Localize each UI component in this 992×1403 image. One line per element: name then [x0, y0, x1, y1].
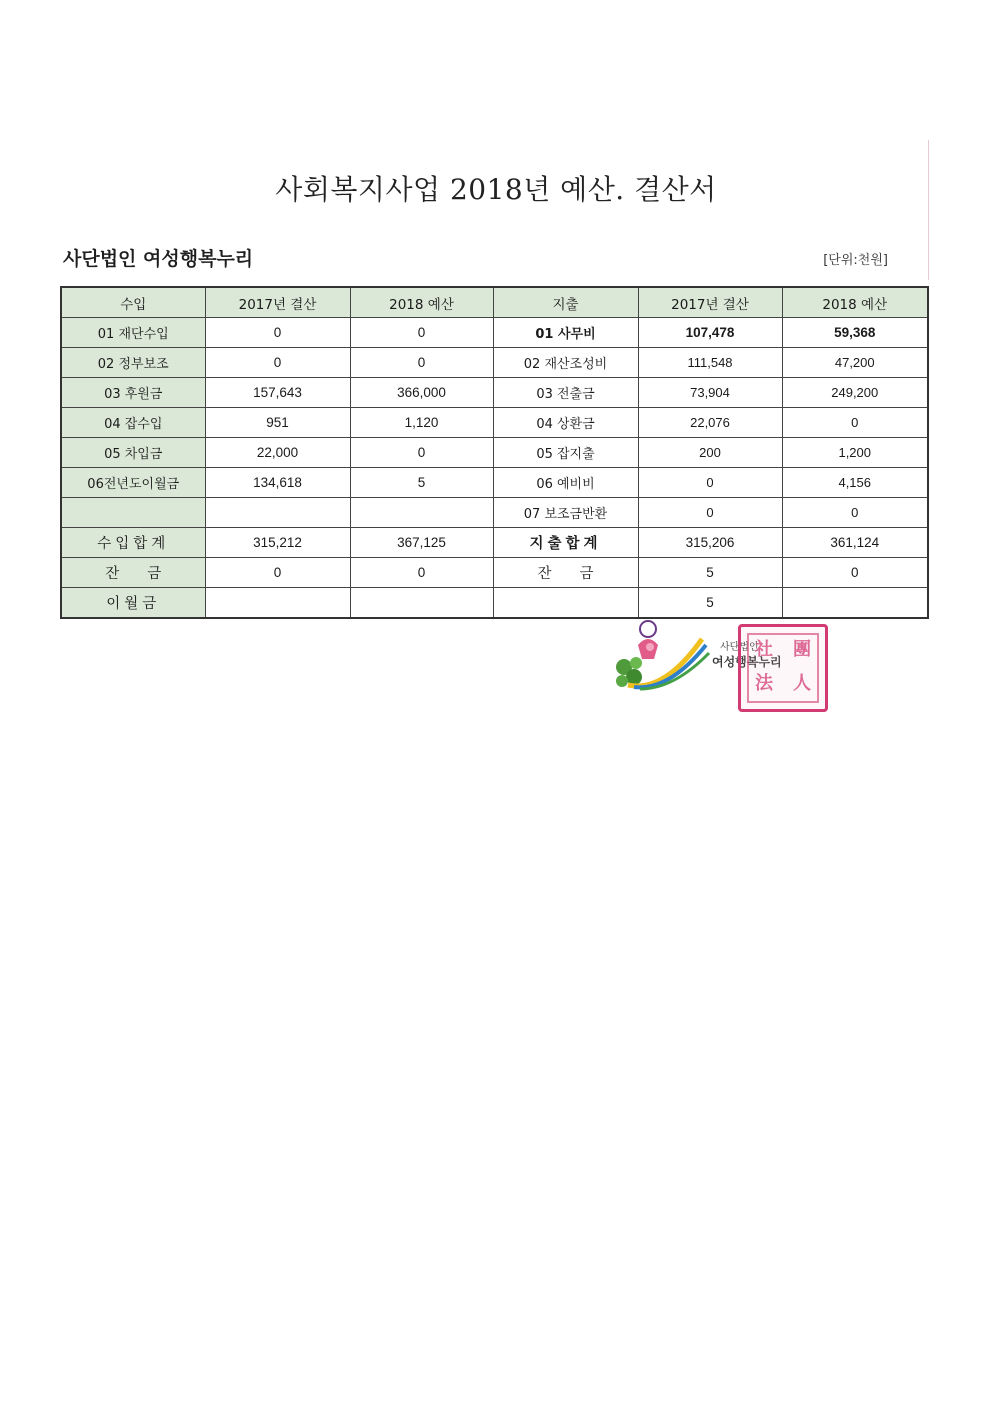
income-2018-cell: 366,000 [350, 378, 493, 408]
table-row [61, 348, 928, 378]
balance-row [61, 558, 928, 588]
expense-label: 07 보조금반환 [493, 498, 638, 528]
income-label: 06전년도이월금 [61, 468, 205, 498]
expense-2017-cell: 22,076 [638, 408, 782, 438]
income-label [61, 498, 205, 528]
expense-2017-cell: 107,478 [638, 318, 782, 348]
header-income: 수입 [61, 287, 205, 318]
expense-2017-cell: 0 [638, 468, 782, 498]
income-label: 01 재단수입 [61, 318, 205, 348]
seal-stroke-mark: 社 [755, 639, 773, 660]
expense-2018-cell: 4,156 [782, 468, 928, 498]
header-expense-2018-budget: 2018 예산 [782, 287, 928, 318]
expense-2017-cell: 200 [638, 438, 782, 468]
expense-2017-cell: 73,904 [638, 378, 782, 408]
organization-name: 사단법인 여성행복누리 [63, 248, 254, 270]
document-title: 사회복지사업 2018년 예산. 결산서 [275, 173, 717, 206]
table-row [61, 498, 928, 528]
table-row [61, 378, 928, 408]
total-row [61, 528, 928, 558]
red-square-seal-icon [738, 624, 828, 712]
carryover-2018 [782, 588, 928, 619]
expense-2018-cell: 47,200 [782, 348, 928, 378]
expense-2017-cell: 0 [638, 498, 782, 528]
income-total-2017: 315,212 [205, 528, 350, 558]
expense-balance-label: 잔금 [493, 558, 638, 588]
income-2018-cell: 1,120 [350, 408, 493, 438]
carryover-expense-label [493, 588, 638, 619]
carryover-row [61, 588, 928, 619]
income-2017-cell: 951 [205, 408, 350, 438]
expense-label: 06 예비비 [493, 468, 638, 498]
expense-label: 01 사무비 [493, 318, 638, 348]
carryover-label: 이월금 [61, 588, 205, 619]
income-balance-label: 잔금 [61, 558, 205, 588]
income-2018-cell [350, 498, 493, 528]
income-2017-cell: 22,000 [205, 438, 350, 468]
income-balance-2018: 0 [350, 558, 493, 588]
logo-line1: 사단법인 [720, 642, 759, 653]
budget-table [60, 286, 929, 619]
logo-line2: 여성행복누리 [712, 655, 782, 669]
carryover-income-2017 [205, 588, 350, 619]
expense-2018-cell: 59,368 [782, 318, 928, 348]
header-expense-2017-settlement: 2017년 결산 [638, 287, 782, 318]
expense-label: 02 재산조성비 [493, 348, 638, 378]
income-2018-cell: 0 [350, 438, 493, 468]
expense-total-2018: 361,124 [782, 528, 928, 558]
seal-stroke-mark: 法 [755, 673, 773, 694]
income-label: 05 차입금 [61, 438, 205, 468]
header-expense: 지출 [493, 287, 638, 318]
income-2018-cell: 5 [350, 468, 493, 498]
table-header-row [61, 287, 928, 318]
table-row [61, 408, 928, 438]
income-label: 04 잡수입 [61, 408, 205, 438]
scan-edge-line [928, 140, 929, 280]
expense-2017-cell: 111,548 [638, 348, 782, 378]
unit-note: [단위:천원] [823, 253, 888, 268]
income-2017-cell [205, 498, 350, 528]
seal-stroke-mark: 團 [793, 639, 811, 660]
table-row [61, 318, 928, 348]
carryover-2017: 5 [638, 588, 782, 619]
expense-2018-cell: 249,200 [782, 378, 928, 408]
expense-2018-cell: 0 [782, 498, 928, 528]
income-2017-cell: 157,643 [205, 378, 350, 408]
carryover-income-2018 [350, 588, 493, 619]
expense-total-2017: 315,206 [638, 528, 782, 558]
income-2018-cell: 0 [350, 318, 493, 348]
income-balance-2017: 0 [205, 558, 350, 588]
table-row [61, 438, 928, 468]
income-total-label: 수입합계 [61, 528, 205, 558]
income-2017-cell: 134,618 [205, 468, 350, 498]
income-label: 02 정부보조 [61, 348, 205, 378]
expense-label: 05 잡지출 [493, 438, 638, 468]
header-income-2017-settlement: 2017년 결산 [205, 287, 350, 318]
mother-child-leaf-logo-icon [614, 615, 714, 693]
income-total-2018: 367,125 [350, 528, 493, 558]
expense-balance-2017: 5 [638, 558, 782, 588]
seal-stroke-mark: 人 [793, 673, 811, 694]
expense-2018-cell: 0 [782, 408, 928, 438]
header-income-2018-budget: 2018 예산 [350, 287, 493, 318]
income-2017-cell: 0 [205, 318, 350, 348]
expense-balance-2018: 0 [782, 558, 928, 588]
income-label: 03 후원금 [61, 378, 205, 408]
income-2017-cell: 0 [205, 348, 350, 378]
expense-2018-cell: 1,200 [782, 438, 928, 468]
expense-label: 04 상환금 [493, 408, 638, 438]
expense-total-label: 지출합계 [493, 528, 638, 558]
expense-label: 03 전출금 [493, 378, 638, 408]
income-2018-cell: 0 [350, 348, 493, 378]
table-row [61, 468, 928, 498]
